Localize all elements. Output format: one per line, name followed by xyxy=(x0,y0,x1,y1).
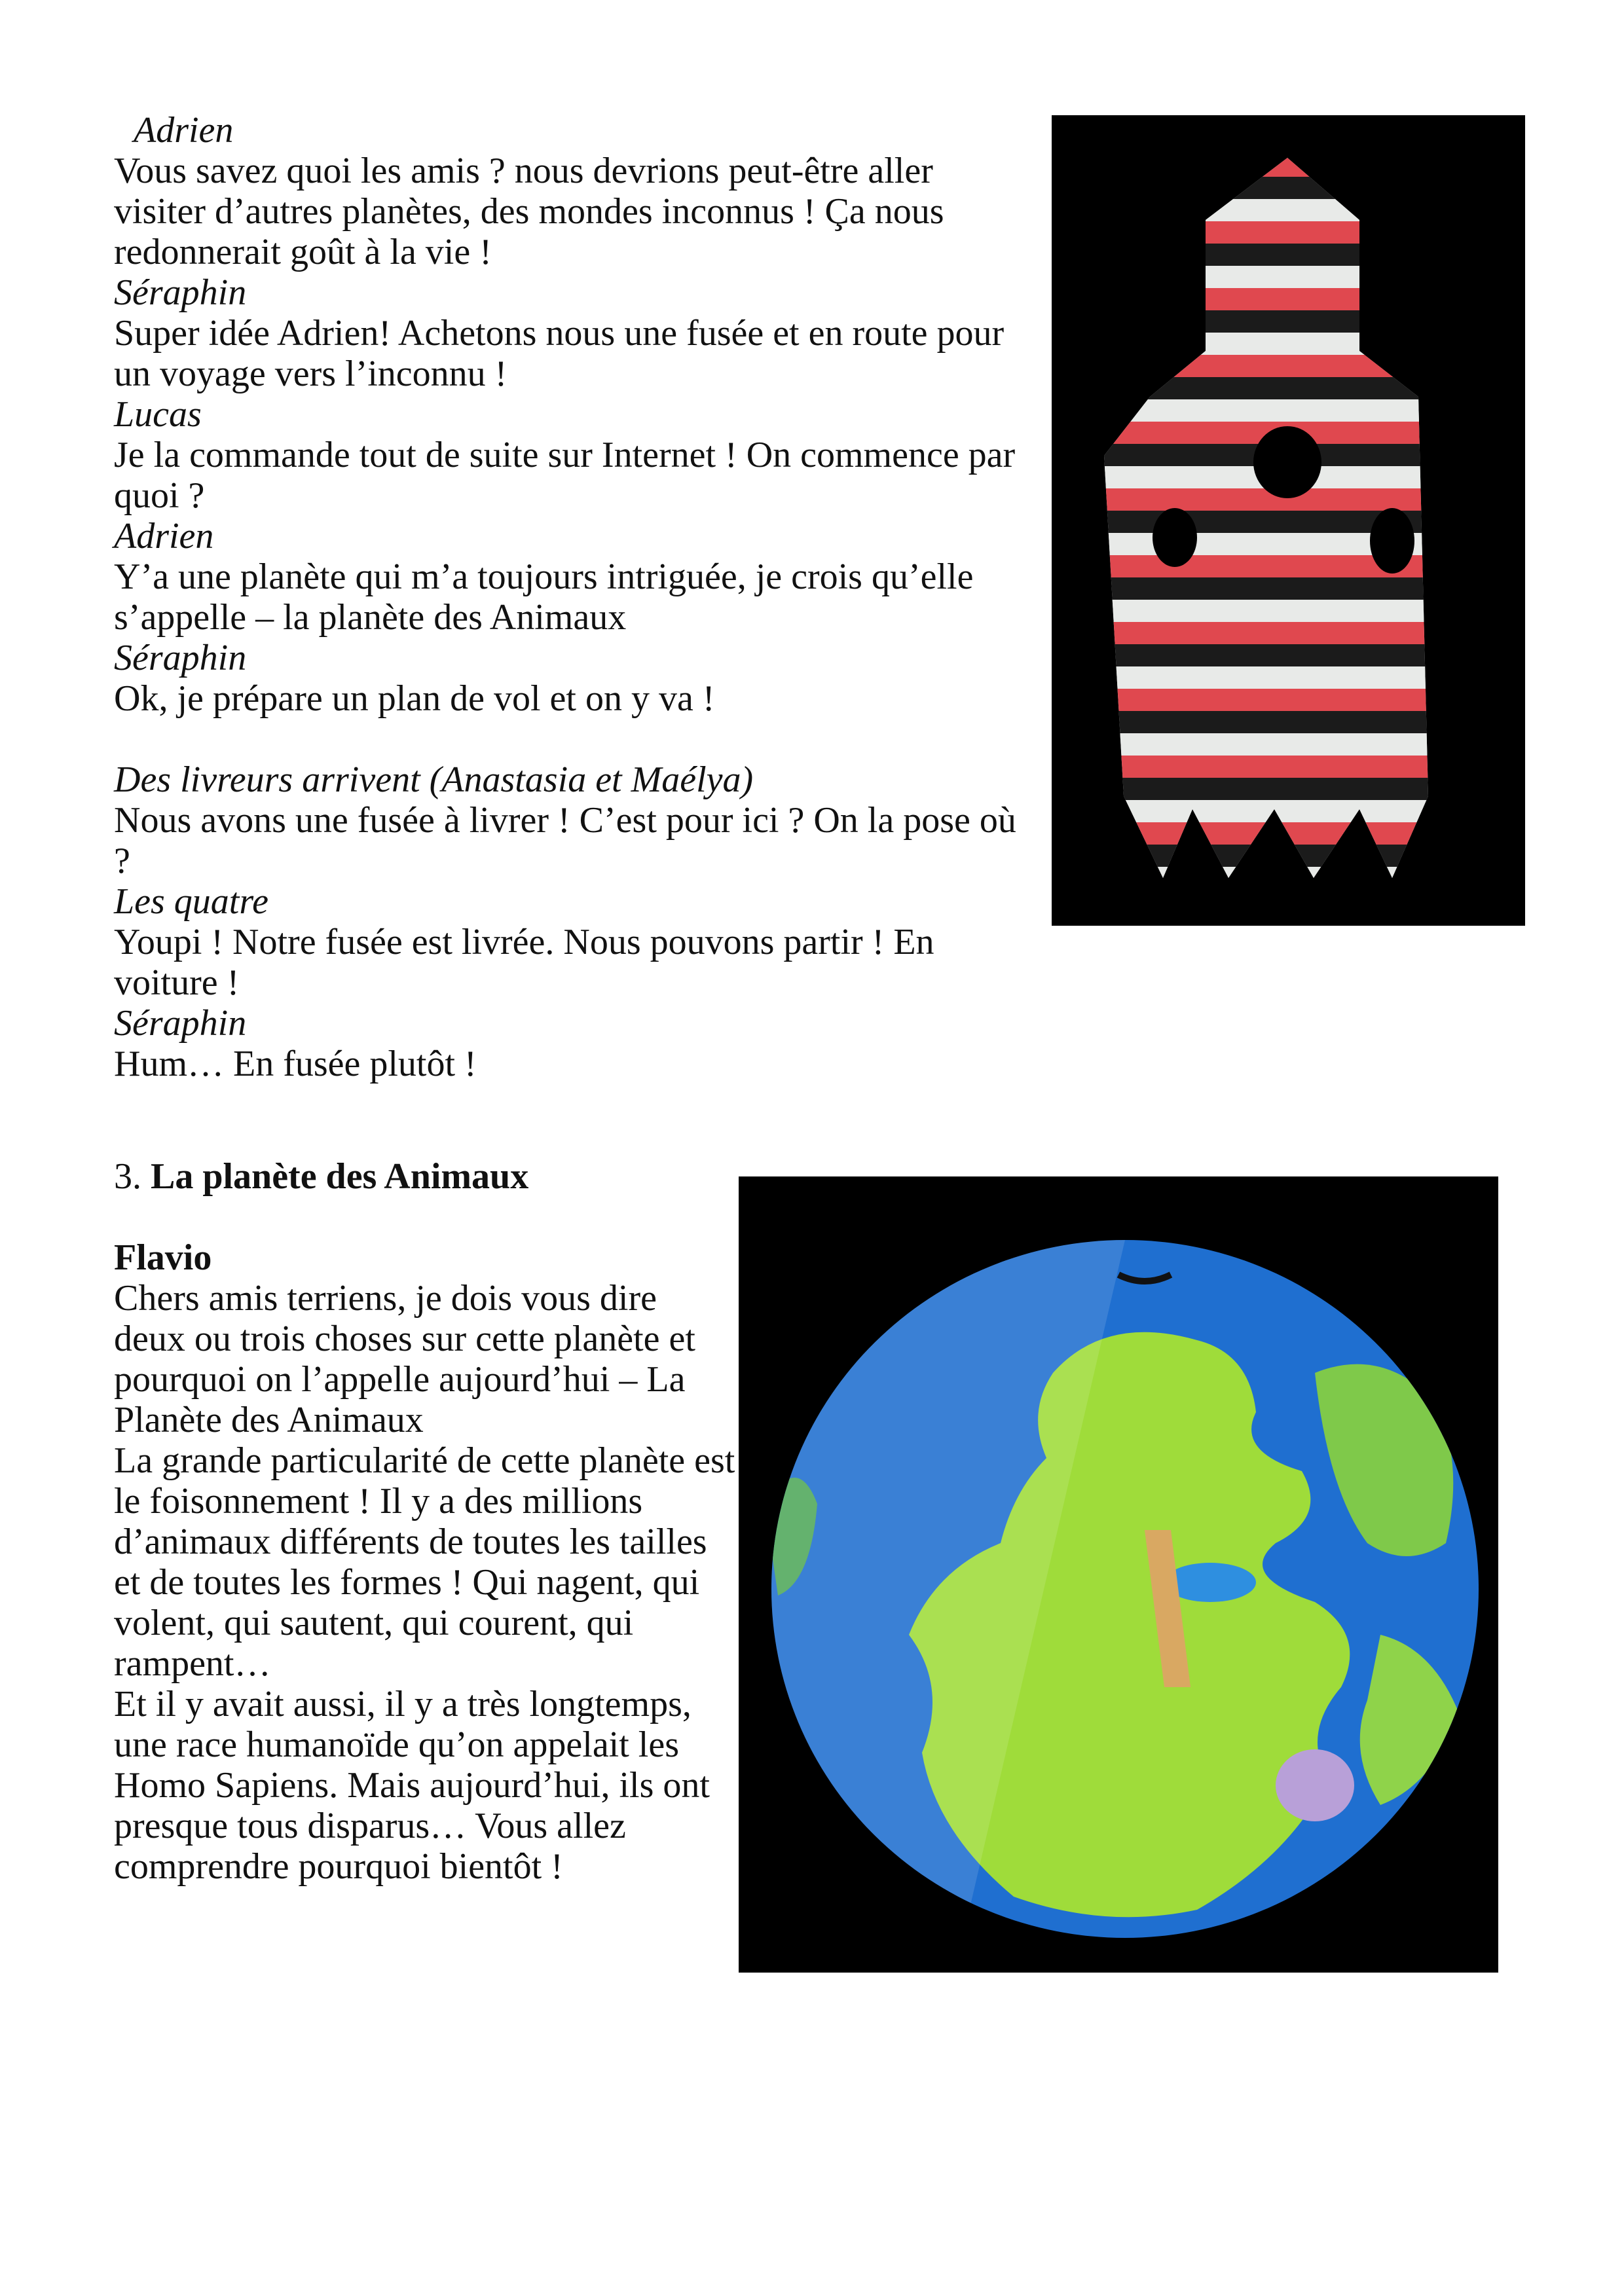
speaker-name: Flavio xyxy=(114,1237,212,1278)
section-block xyxy=(114,1156,736,1887)
rocket-window xyxy=(1370,508,1414,574)
section-title: La planète des Animaux xyxy=(151,1156,529,1197)
speaker-name: Séraphin xyxy=(114,272,247,313)
rocket-photo xyxy=(1052,115,1525,926)
section-number: 3. xyxy=(114,1156,141,1197)
spacer xyxy=(114,719,1031,759)
elephant-drawing xyxy=(1276,1749,1354,1821)
paragraph: Et il y avait aussi, il y a très longtemps, une race humanoïde qu’on appelait les Homo Sapiens. Mais aujourd’hui, ils ont presque tous disparus… Vous allez comprendre pourquoi bientôt ! xyxy=(114,1684,710,1887)
speaker-name: Séraphin xyxy=(114,638,247,678)
dialogue-line: Vous savez quoi les amis ? nous devrions peut-être aller visiter d’autres planètes, des mondes inconnus ! Ça nous redonnerait goût à la vie ! xyxy=(114,151,944,272)
section-heading xyxy=(114,1156,736,1197)
dialogue-line: Y’a une planète qui m’a toujours intriguée, je crois qu’elle s’appelle – la planète des Animaux xyxy=(114,556,974,638)
dialogue-line: Je la commande tout de suite sur Internet ! On commence par quoi ? xyxy=(114,435,1016,516)
speaker-name: Adrien xyxy=(114,516,214,556)
speaker-name: Lucas xyxy=(114,394,202,435)
dialogue-line: Ok, je prépare un plan de vol et on y va ! xyxy=(114,678,715,719)
dialogue-line: Super idée Adrien! Achetons nous une fusée et en route pour un voyage vers l’inconnu ! xyxy=(114,313,1005,394)
speaker-name: Séraphin xyxy=(114,1003,247,1044)
planet-photo xyxy=(739,1176,1498,1973)
paragraph: Chers amis terriens, je dois vous dire deux ou trois choses sur cette planète et pourquoi on l’appelle aujourd’hui – La Planète des Animaux xyxy=(114,1278,695,1440)
spacer xyxy=(114,1197,736,1237)
dialogue-block xyxy=(114,110,1031,1084)
dialogue-line: Nous avons une fusée à livrer ! C’est pour ici ? On la pose où ? xyxy=(114,800,1016,881)
speaker-name: Les quatre xyxy=(114,881,268,922)
speaker-name: Adrien xyxy=(134,110,234,151)
rocket-window xyxy=(1153,508,1197,567)
paragraph: La grande particularité de cette planète est le foisonnement ! Il y a des millions d’animaux différents de toutes les tailles et de toutes les formes ! Qui nagent, qui volent, qui sautent, qui courent, qui rampent… xyxy=(114,1440,735,1684)
dialogue-line: Youpi ! Notre fusée est livrée. Nous pouvons partir ! En voiture ! xyxy=(114,922,934,1003)
dialogue-line: Hum… En fusée plutôt ! xyxy=(114,1044,477,1084)
stage-direction: Des livreurs arrivent (Anastasia et Maélya) xyxy=(114,759,754,800)
rocket-window xyxy=(1253,426,1321,498)
